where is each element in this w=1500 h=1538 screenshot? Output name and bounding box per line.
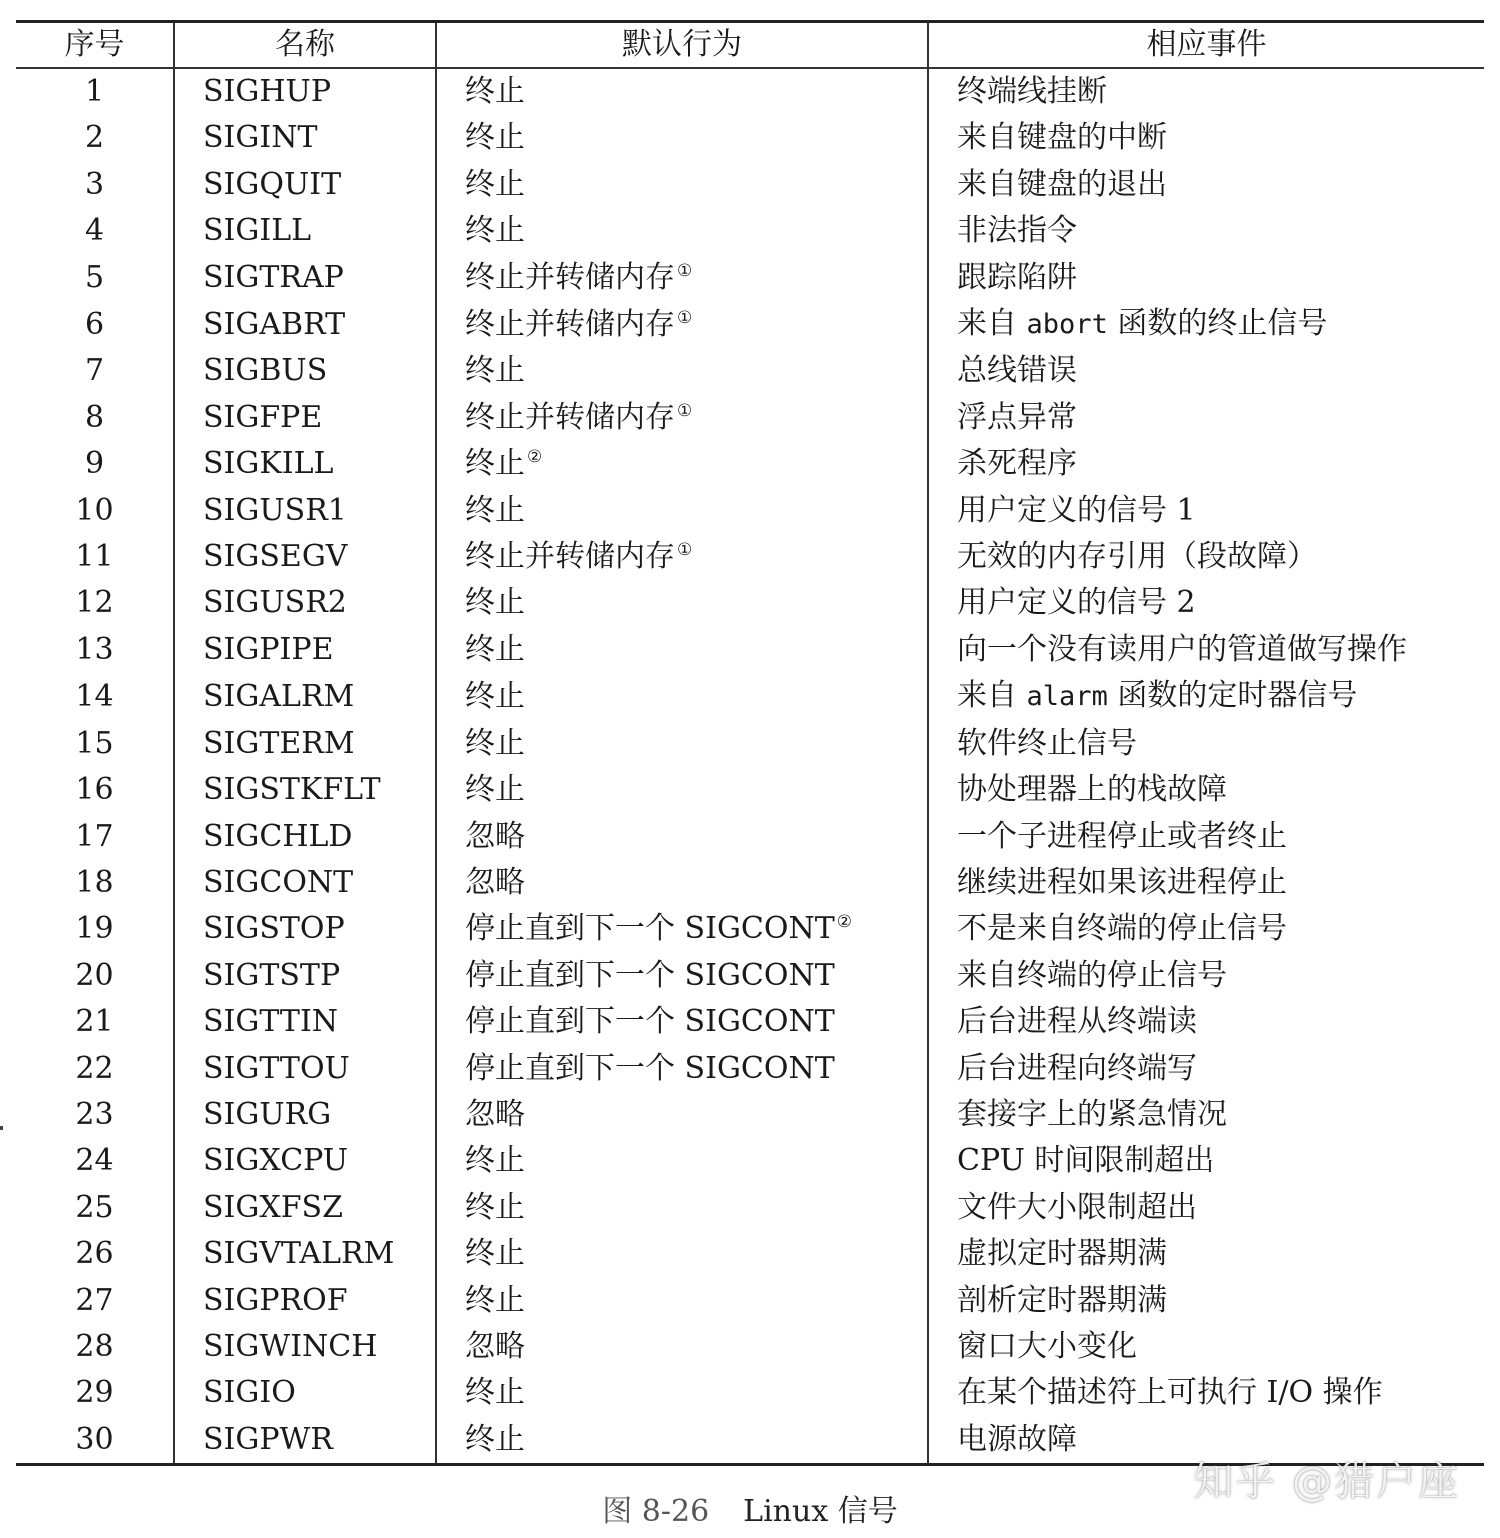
signal-number: 12 — [75, 585, 114, 621]
signal-number: 30 — [75, 1421, 114, 1457]
table-row — [16, 534, 1484, 580]
signal-number: 25 — [75, 1189, 114, 1225]
signal-number: 2 — [84, 120, 105, 156]
default-action-cell — [436, 441, 928, 487]
default-action: 终止并转储内存 — [465, 259, 675, 295]
header-number: 序号 — [16, 22, 174, 69]
default-action-cell — [436, 1417, 928, 1465]
event-text: 非法指令 — [957, 213, 1077, 249]
default-action: 停止直到下一个 SIGCONT — [465, 911, 835, 947]
default-action: 终止 — [465, 492, 525, 528]
event-text: 终端线挂断 — [957, 74, 1107, 109]
default-action: 终止 — [465, 446, 525, 482]
signal-number: 1 — [84, 74, 105, 109]
default-action: 停止直到下一个 SIGCONT — [465, 1050, 835, 1086]
signal-name: SIGURG — [174, 1092, 436, 1138]
signal-name: SIGUSR1 — [174, 488, 436, 534]
event-cell — [928, 534, 1484, 580]
footnote-marker: ② — [527, 447, 543, 468]
signal-name: SIGXCPU — [174, 1138, 436, 1184]
default-action-cell — [436, 1278, 928, 1324]
event-cell — [928, 1231, 1484, 1277]
footnote-marker: ① — [677, 400, 693, 421]
event-text: 软件终止信号 — [957, 725, 1137, 761]
figure-number: 图 8-26 — [602, 1494, 710, 1529]
event-text: 用户定义的信号 2 — [957, 585, 1196, 621]
table-row — [16, 301, 1484, 348]
event-text: 杀死程序 — [957, 446, 1077, 482]
event-cell — [928, 1324, 1484, 1370]
default-action: 终止 — [465, 631, 525, 667]
signal-number: 11 — [75, 539, 114, 575]
event-cell — [928, 999, 1484, 1045]
signal-name: SIGTSTP — [174, 953, 436, 999]
event-cell — [928, 1092, 1484, 1138]
event-text: 用户定义的信号 1 — [957, 492, 1196, 528]
signal-name: SIGTRAP — [174, 255, 436, 301]
event-cell — [928, 1138, 1484, 1184]
event-text: 向一个没有读用户的管道做写操作 — [957, 631, 1407, 667]
footnote-marker: ① — [677, 540, 693, 561]
event-cell — [928, 68, 1484, 115]
table-row — [16, 627, 1484, 673]
default-action: 停止直到下一个 SIGCONT — [465, 1004, 835, 1040]
default-action: 忽略 — [465, 1328, 525, 1364]
footnote-marker: ① — [677, 260, 693, 281]
default-action: 终止 — [465, 74, 525, 109]
default-action-cell — [436, 1046, 928, 1092]
event-text: 继续进程如果该进程停止 — [957, 864, 1287, 900]
event-cell — [928, 673, 1484, 720]
signal-number: 28 — [75, 1328, 114, 1364]
table-row — [16, 999, 1484, 1045]
signal-name: SIGTERM — [174, 721, 436, 767]
default-action-cell — [436, 208, 928, 254]
default-action-cell — [436, 1231, 928, 1277]
signal-number: 18 — [75, 864, 114, 900]
signal-name: SIGTTIN — [174, 999, 436, 1045]
signal-name: SIGSTKFLT — [174, 767, 436, 813]
event-text: 后台进程从终端读 — [957, 1004, 1197, 1040]
signal-name: SIGILL — [174, 208, 436, 254]
header-name: 名称 — [174, 22, 436, 69]
event-text: 来自键盘的退出 — [957, 166, 1167, 202]
default-action-cell — [436, 1185, 928, 1231]
event-cell — [928, 1278, 1484, 1324]
signal-number: 26 — [75, 1236, 114, 1272]
signal-name: SIGCHLD — [174, 814, 436, 860]
event-text: 跟踪陷阱 — [957, 259, 1077, 295]
signal-name: SIGKILL — [174, 441, 436, 487]
default-action-cell — [436, 953, 928, 999]
event-text: 协处理器上的栈故障 — [957, 772, 1227, 808]
signal-number: 16 — [75, 772, 114, 808]
signal-number: 5 — [84, 259, 105, 295]
event-text: 总线错误 — [957, 353, 1077, 389]
signal-number: 9 — [84, 446, 105, 482]
default-action-cell — [436, 348, 928, 394]
event-cell — [928, 767, 1484, 813]
header-default-action: 默认行为 — [436, 22, 928, 69]
table-row — [16, 115, 1484, 161]
signal-name: SIGALRM — [174, 673, 436, 720]
event-cell — [928, 860, 1484, 906]
event-cell — [928, 1370, 1484, 1416]
signal-name: SIGUSR2 — [174, 580, 436, 626]
table-row — [16, 68, 1484, 115]
table-row — [16, 441, 1484, 487]
default-action-cell — [436, 162, 928, 208]
table-row — [16, 348, 1484, 394]
default-action-cell — [436, 1324, 928, 1370]
signal-name: SIGXFSZ — [174, 1185, 436, 1231]
event-cell — [928, 627, 1484, 673]
event-text: CPU 时间限制超出 — [957, 1143, 1215, 1179]
signal-name: SIGPIPE — [174, 627, 436, 673]
default-action: 终止 — [465, 166, 525, 202]
default-action: 终止并转储内存 — [465, 539, 675, 575]
event-cell — [928, 255, 1484, 301]
event-cell — [928, 115, 1484, 161]
signal-name: SIGWINCH — [174, 1324, 436, 1370]
signal-number: 20 — [75, 957, 114, 993]
event-text: 来自 — [957, 678, 1027, 714]
table-row — [16, 673, 1484, 720]
table-row — [16, 953, 1484, 999]
signal-name: SIGHUP — [174, 68, 436, 115]
event-text: 无效的内存引用（段故障） — [957, 539, 1317, 575]
table-row — [16, 1370, 1484, 1416]
default-action: 终止 — [465, 1282, 525, 1318]
signal-number: 10 — [75, 492, 114, 528]
signal-name: SIGCONT — [174, 860, 436, 906]
footnote-marker: ② — [836, 912, 852, 933]
signal-name: SIGINT — [174, 115, 436, 161]
signal-number: 6 — [84, 306, 105, 342]
default-action-cell — [436, 1370, 928, 1416]
default-action: 忽略 — [465, 818, 525, 854]
table-row — [16, 814, 1484, 860]
footnote-marker: ① — [677, 307, 693, 328]
default-action: 忽略 — [465, 1096, 525, 1132]
default-action-cell — [436, 767, 928, 813]
table-row — [16, 488, 1484, 534]
default-action-cell — [436, 534, 928, 580]
event-text: 来自 — [957, 306, 1027, 342]
signal-number: 15 — [75, 725, 114, 761]
event-cell — [928, 580, 1484, 626]
signal-number: 8 — [84, 399, 105, 435]
linux-signals-table — [16, 20, 1484, 1466]
table-row — [16, 906, 1484, 952]
event-text: 来自终端的停止信号 — [957, 957, 1227, 993]
signal-number: 14 — [75, 678, 114, 714]
event-cell — [928, 162, 1484, 208]
event-cell — [928, 814, 1484, 860]
default-action-cell — [436, 255, 928, 301]
table-header — [16, 22, 1484, 69]
default-action: 终止 — [465, 772, 525, 808]
signal-number: 23 — [75, 1096, 114, 1132]
default-action: 忽略 — [465, 864, 525, 900]
default-action-cell — [436, 580, 928, 626]
event-cell — [928, 208, 1484, 254]
signal-name: SIGPWR — [174, 1417, 436, 1465]
event-text: 电源故障 — [957, 1421, 1077, 1457]
signal-name: SIGIO — [174, 1370, 436, 1416]
default-action-cell — [436, 906, 928, 952]
default-action: 终止 — [465, 1421, 525, 1457]
event-text: 后台进程向终端写 — [957, 1050, 1197, 1086]
default-action: 终止 — [465, 678, 525, 714]
watermark: 知乎 @猎户座 — [1193, 1459, 1460, 1505]
event-text-suffix: 函数的终止信号 — [1107, 306, 1328, 342]
event-cell — [928, 488, 1484, 534]
event-function-name: alarm — [1026, 681, 1108, 713]
default-action: 终止 — [465, 353, 525, 389]
signal-name: SIGBUS — [174, 348, 436, 394]
signal-number: 17 — [75, 818, 114, 854]
signal-number: 19 — [75, 911, 114, 947]
signal-number: 22 — [75, 1050, 114, 1086]
event-cell — [928, 348, 1484, 394]
event-cell — [928, 301, 1484, 348]
event-text: 套接字上的紧急情况 — [957, 1096, 1227, 1132]
signal-number: 27 — [75, 1282, 114, 1318]
default-action: 终止 — [465, 585, 525, 621]
signal-name: SIGVTALRM — [174, 1231, 436, 1277]
default-action-cell — [436, 860, 928, 906]
event-cell — [928, 1046, 1484, 1092]
default-action-cell — [436, 1138, 928, 1184]
event-text-suffix: 函数的定时器信号 — [1107, 678, 1358, 714]
event-cell — [928, 953, 1484, 999]
default-action: 终止 — [465, 1143, 525, 1179]
default-action-cell — [436, 673, 928, 720]
signal-number: 7 — [84, 353, 105, 389]
table-body — [16, 68, 1484, 1465]
default-action: 停止直到下一个 SIGCONT — [465, 957, 835, 993]
signal-name: SIGPROF — [174, 1278, 436, 1324]
default-action-cell — [436, 721, 928, 767]
signal-number: 24 — [75, 1143, 114, 1179]
signal-number: 13 — [75, 631, 114, 667]
default-action-cell — [436, 627, 928, 673]
default-action-cell — [436, 68, 928, 115]
signal-number: 29 — [75, 1375, 114, 1411]
table-row — [16, 1046, 1484, 1092]
table-row — [16, 1092, 1484, 1138]
event-cell — [928, 906, 1484, 952]
signal-table-container — [16, 20, 1484, 1466]
event-cell — [928, 721, 1484, 767]
event-text: 浮点异常 — [957, 399, 1077, 435]
default-action-cell — [436, 301, 928, 348]
signal-name: SIGABRT — [174, 301, 436, 348]
event-text: 剖析定时器期满 — [957, 1282, 1167, 1318]
table-row — [16, 860, 1484, 906]
table-row — [16, 580, 1484, 626]
default-action: 终止 — [465, 1189, 525, 1225]
default-action-cell — [436, 115, 928, 161]
table-row — [16, 395, 1484, 441]
table-row — [16, 162, 1484, 208]
event-cell — [928, 395, 1484, 441]
signal-number: 3 — [84, 166, 105, 202]
signal-name: SIGTTOU — [174, 1046, 436, 1092]
table-row — [16, 208, 1484, 254]
event-text: 窗口大小变化 — [957, 1328, 1137, 1364]
event-cell — [928, 441, 1484, 487]
default-action-cell — [436, 395, 928, 441]
default-action: 终止 — [465, 725, 525, 761]
default-action: 终止并转储内存 — [465, 399, 675, 435]
figure-title: Linux 信号 — [743, 1494, 898, 1529]
default-action: 终止 — [465, 120, 525, 156]
event-function-name: abort — [1026, 309, 1108, 341]
event-text: 一个子进程停止或者终止 — [957, 818, 1287, 854]
signal-number: 21 — [75, 1004, 114, 1040]
table-row — [16, 767, 1484, 813]
default-action: 终止 — [465, 213, 525, 249]
signal-name: SIGSEGV — [174, 534, 436, 580]
event-cell — [928, 1185, 1484, 1231]
table-row — [16, 1185, 1484, 1231]
signal-name: SIGSTOP — [174, 906, 436, 952]
event-text: 虚拟定时器期满 — [957, 1236, 1167, 1272]
signal-number: 4 — [84, 213, 105, 249]
signal-name: SIGFPE — [174, 395, 436, 441]
table-row — [16, 255, 1484, 301]
header-event: 相应事件 — [928, 22, 1484, 69]
table-row — [16, 1324, 1484, 1370]
table-row — [16, 721, 1484, 767]
table-row — [16, 1138, 1484, 1184]
table-row — [16, 1278, 1484, 1324]
table-row — [16, 1231, 1484, 1277]
default-action: 终止 — [465, 1375, 525, 1411]
default-action: 终止并转储内存 — [465, 306, 675, 342]
default-action-cell — [436, 1092, 928, 1138]
event-text: 不是来自终端的停止信号 — [957, 911, 1287, 947]
signal-name: SIGQUIT — [174, 162, 436, 208]
event-text: 文件大小限制超出 — [957, 1189, 1197, 1225]
default-action-cell — [436, 814, 928, 860]
default-action-cell — [436, 488, 928, 534]
default-action: 终止 — [465, 1236, 525, 1272]
event-text: 在某个描述符上可执行 I/O 操作 — [957, 1375, 1383, 1411]
event-text: 来自键盘的中断 — [957, 120, 1167, 156]
default-action-cell — [436, 999, 928, 1045]
margin-mark — [0, 1126, 3, 1130]
